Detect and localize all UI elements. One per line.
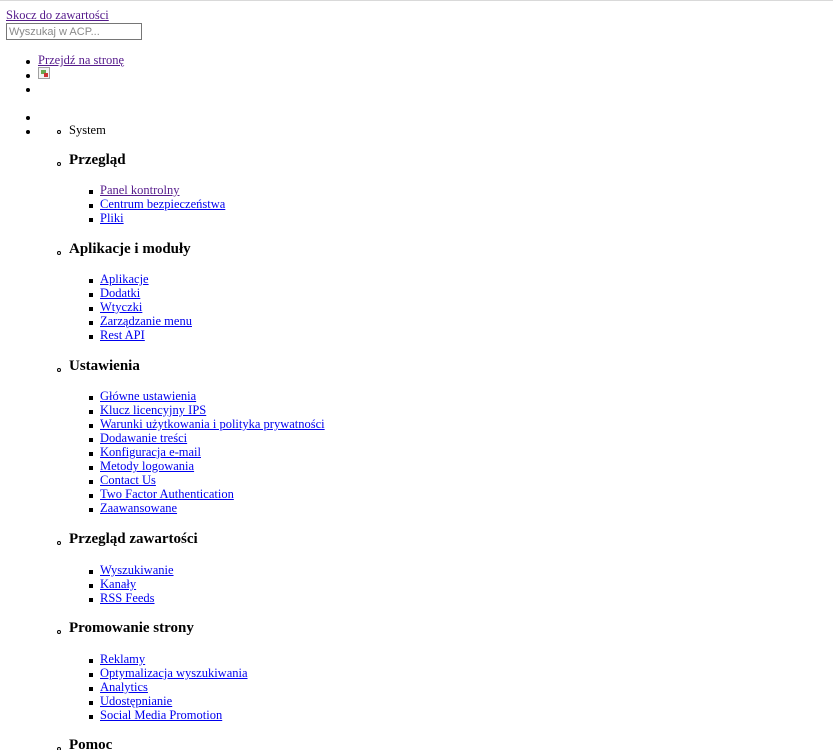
list-bullet: [57, 541, 61, 545]
list-bullet: [89, 659, 93, 663]
list-bullet: [89, 204, 93, 208]
list-bullet: [26, 74, 30, 78]
list-bullet: [89, 584, 93, 588]
list-bullet: [89, 396, 93, 400]
list-bullet: [89, 279, 93, 283]
list-bullet: [89, 293, 93, 297]
menu-link-konfiguracja-email[interactable]: Konfiguracja e-mail: [100, 445, 201, 459]
menu-link-optymalizacja-wyszukiwania[interactable]: Optymalizacja wyszukiwania: [100, 666, 248, 680]
menu-link-metody-logowania[interactable]: Metody logowania: [100, 459, 195, 473]
list-bullet: [57, 251, 61, 255]
list-bullet: [89, 438, 93, 442]
menu-link-analytics[interactable]: Analytics: [100, 680, 148, 694]
menu-link-dodawanie-tresci[interactable]: Dodawanie treści: [100, 431, 188, 445]
menu-link-wyszukiwanie[interactable]: Wyszukiwanie: [100, 563, 174, 577]
list-bullet: [89, 687, 93, 691]
list-bullet: [26, 116, 30, 120]
list-bullet: [89, 335, 93, 339]
menu-link-zaawansowane[interactable]: Zaawansowane: [100, 501, 178, 515]
list-bullet: [89, 570, 93, 574]
menu-link-aplikacje[interactable]: Aplikacje: [100, 272, 149, 286]
menu-link-two-factor-authentication[interactable]: Two Factor Authentication: [100, 487, 234, 501]
list-bullet: [26, 88, 30, 92]
list-bullet: [89, 321, 93, 325]
broken-image-icon[interactable]: [38, 67, 50, 79]
menu-link-klucz-licencyjny[interactable]: Klucz licencyjny IPS: [100, 403, 207, 417]
menu-link-zarzadzanie-menu[interactable]: Zarządzanie menu: [100, 314, 192, 328]
section-heading-pomoc: Pomoc: [69, 737, 113, 750]
list-bullet: [26, 60, 30, 64]
menu-link-rss-feeds[interactable]: RSS Feeds: [100, 591, 155, 605]
list-bullet: [89, 466, 93, 470]
list-bullet: [89, 424, 93, 428]
list-bullet: [57, 162, 61, 166]
section-heading-aplikacje-i-moduly: Aplikacje i moduły: [69, 241, 191, 257]
list-bullet: [89, 673, 93, 677]
list-bullet: [57, 630, 61, 634]
menu-link-panel-kontrolny[interactable]: Panel kontrolny: [100, 183, 180, 197]
list-bullet: [89, 480, 93, 484]
menu-link-pliki[interactable]: Pliki: [100, 211, 124, 225]
section-heading-przeglad: Przegląd: [69, 152, 126, 168]
list-bullet: [89, 701, 93, 705]
section-heading-ustawienia: Ustawienia: [69, 358, 140, 374]
view-site-link[interactable]: Przejdź na stronę: [38, 53, 125, 67]
list-bullet: [89, 598, 93, 602]
menu-link-wtyczki[interactable]: Wtyczki: [100, 300, 143, 314]
list-bullet: [26, 130, 30, 134]
acp-search-input[interactable]: [6, 23, 142, 40]
menu-link-dodatki[interactable]: Dodatki: [100, 286, 141, 300]
list-bullet: [89, 508, 93, 512]
list-bullet: [89, 190, 93, 194]
system-label: System: [69, 123, 106, 137]
menu-link-glowne-ustawienia[interactable]: Główne ustawienia: [100, 389, 197, 403]
menu-link-rest-api[interactable]: Rest API: [100, 328, 145, 342]
list-bullet: [57, 368, 61, 372]
list-bullet: [89, 307, 93, 311]
menu-link-social-media-promotion[interactable]: Social Media Promotion: [100, 708, 223, 722]
section-heading-przeglad-zawartosci: Przegląd zawartości: [69, 531, 198, 547]
menu-link-warunki-uzytkowania[interactable]: Warunki użytkowania i polityka prywatności: [100, 417, 325, 431]
list-bullet: [89, 218, 93, 222]
menu-link-kanaly[interactable]: Kanały: [100, 577, 137, 591]
list-bullet: [57, 130, 61, 134]
skip-to-content-link[interactable]: Skocz do zawartości: [6, 8, 109, 22]
list-bullet: [89, 452, 93, 456]
menu-link-udostepnianie[interactable]: Udostępnianie: [100, 694, 173, 708]
section-heading-promowanie-strony: Promowanie strony: [69, 620, 194, 636]
list-bullet: [89, 410, 93, 414]
list-bullet: [89, 494, 93, 498]
menu-link-centrum-bezpieczenstwa[interactable]: Centrum bezpieczeństwa: [100, 197, 226, 211]
menu-link-contact-us[interactable]: Contact Us: [100, 473, 156, 487]
list-bullet: [89, 715, 93, 719]
menu-link-reklamy[interactable]: Reklamy: [100, 652, 146, 666]
